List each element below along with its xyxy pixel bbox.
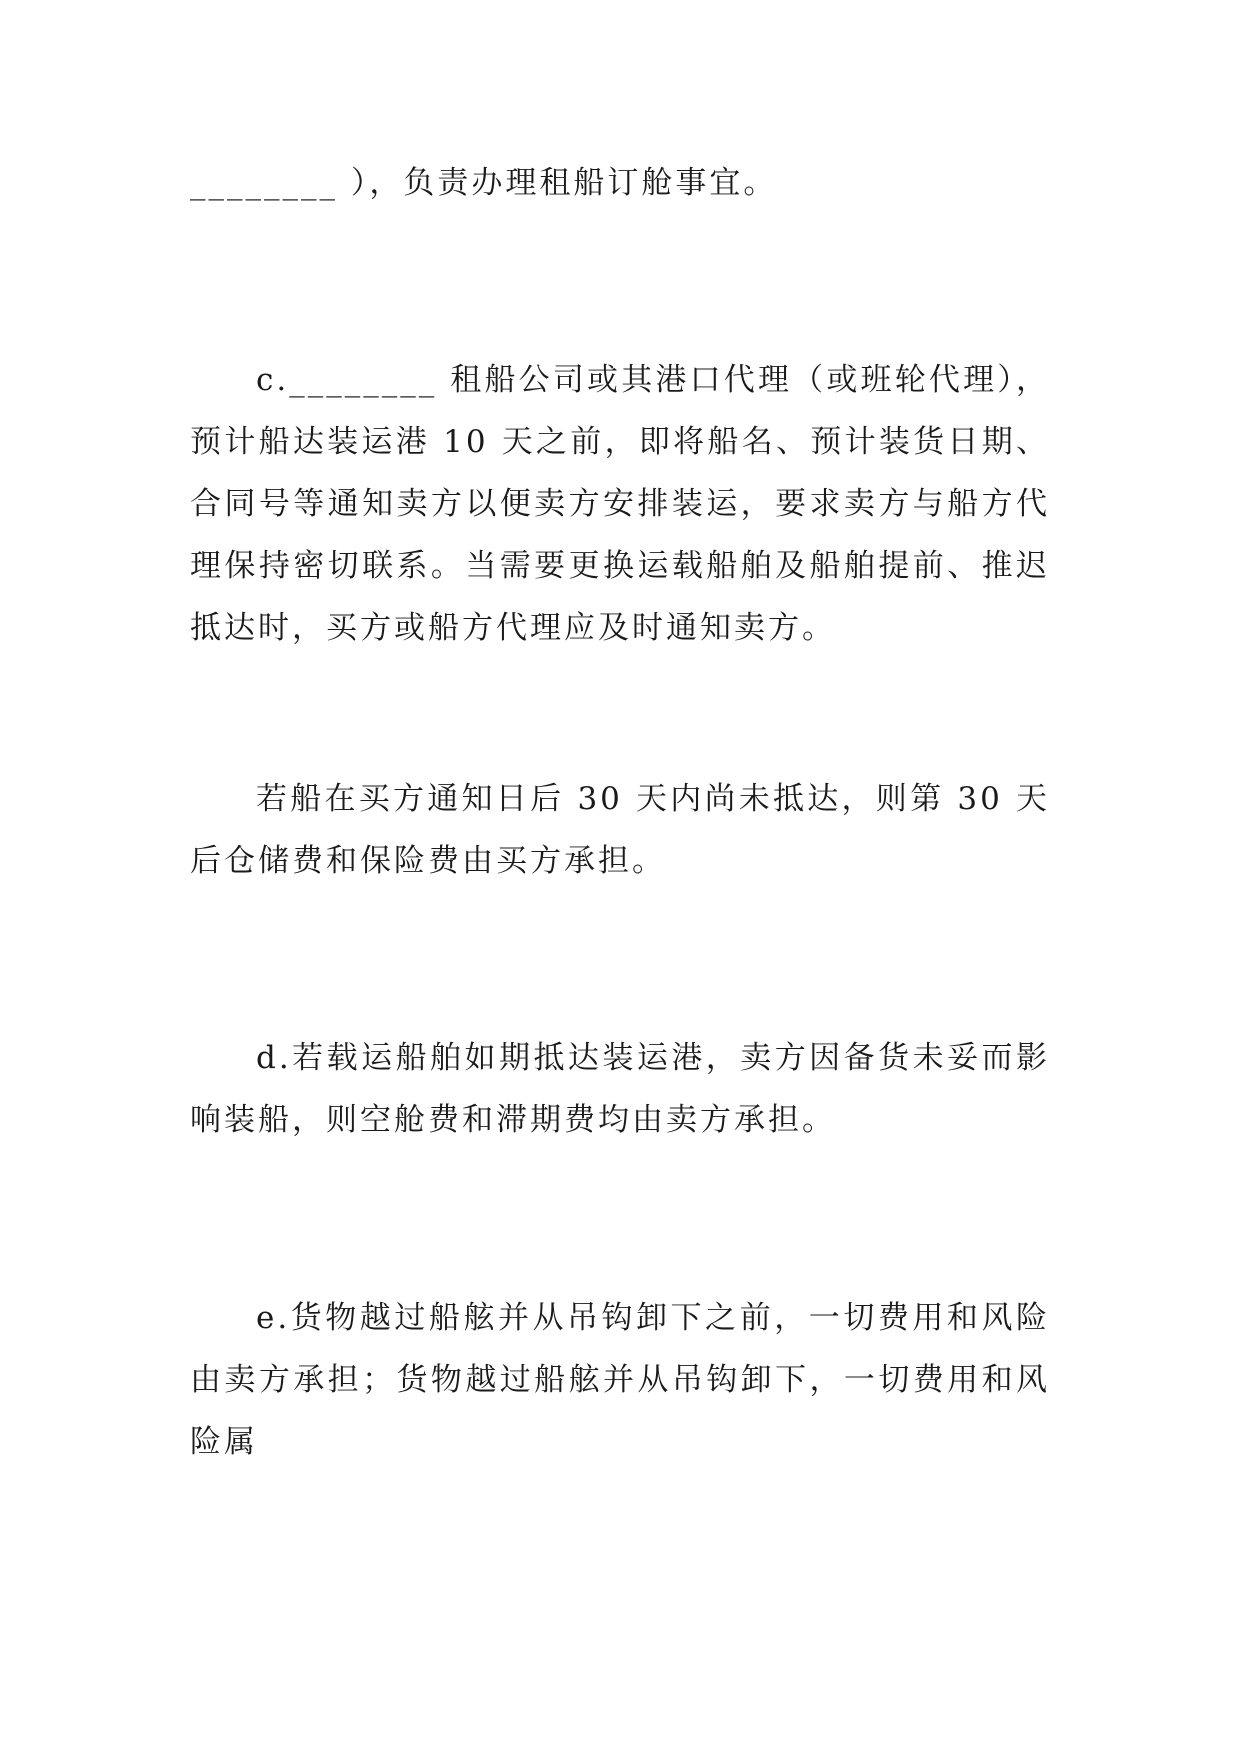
paragraph-clause-e: e.货物越过船舷并从吊钩卸下之前，一切费用和风险由卖方承担；货物越过船舷并从吊钩卸下，一切费用和风险属	[190, 1300, 1050, 1460]
paragraph-clause-c: c.________ 租船公司或其港口代理（或班轮代理），预计船达装运港 10 天之前，即将船名、预计装货日期、合同号等通知卖方以便卖方安排装运，要求卖方与船方代理保持密切联系。当需要更换运载船舶及船舶提前、推迟抵达时，买方或船方代理应及时通知卖方。	[190, 362, 1050, 646]
paragraph-continuation: ________ ），负责办理租船订舱事宜。	[190, 165, 778, 201]
paragraph-clause-d: d.若载运船舶如期抵达装运港，卖方因备货未妥而影响装船，则空舱费和滞期费均由卖方承担。	[190, 1040, 1050, 1138]
paragraph-storage-insurance: 若船在买方通知日后 30 天内尚未抵达，则第 30 天后仓储费和保险费由买方承担。	[190, 781, 1050, 879]
